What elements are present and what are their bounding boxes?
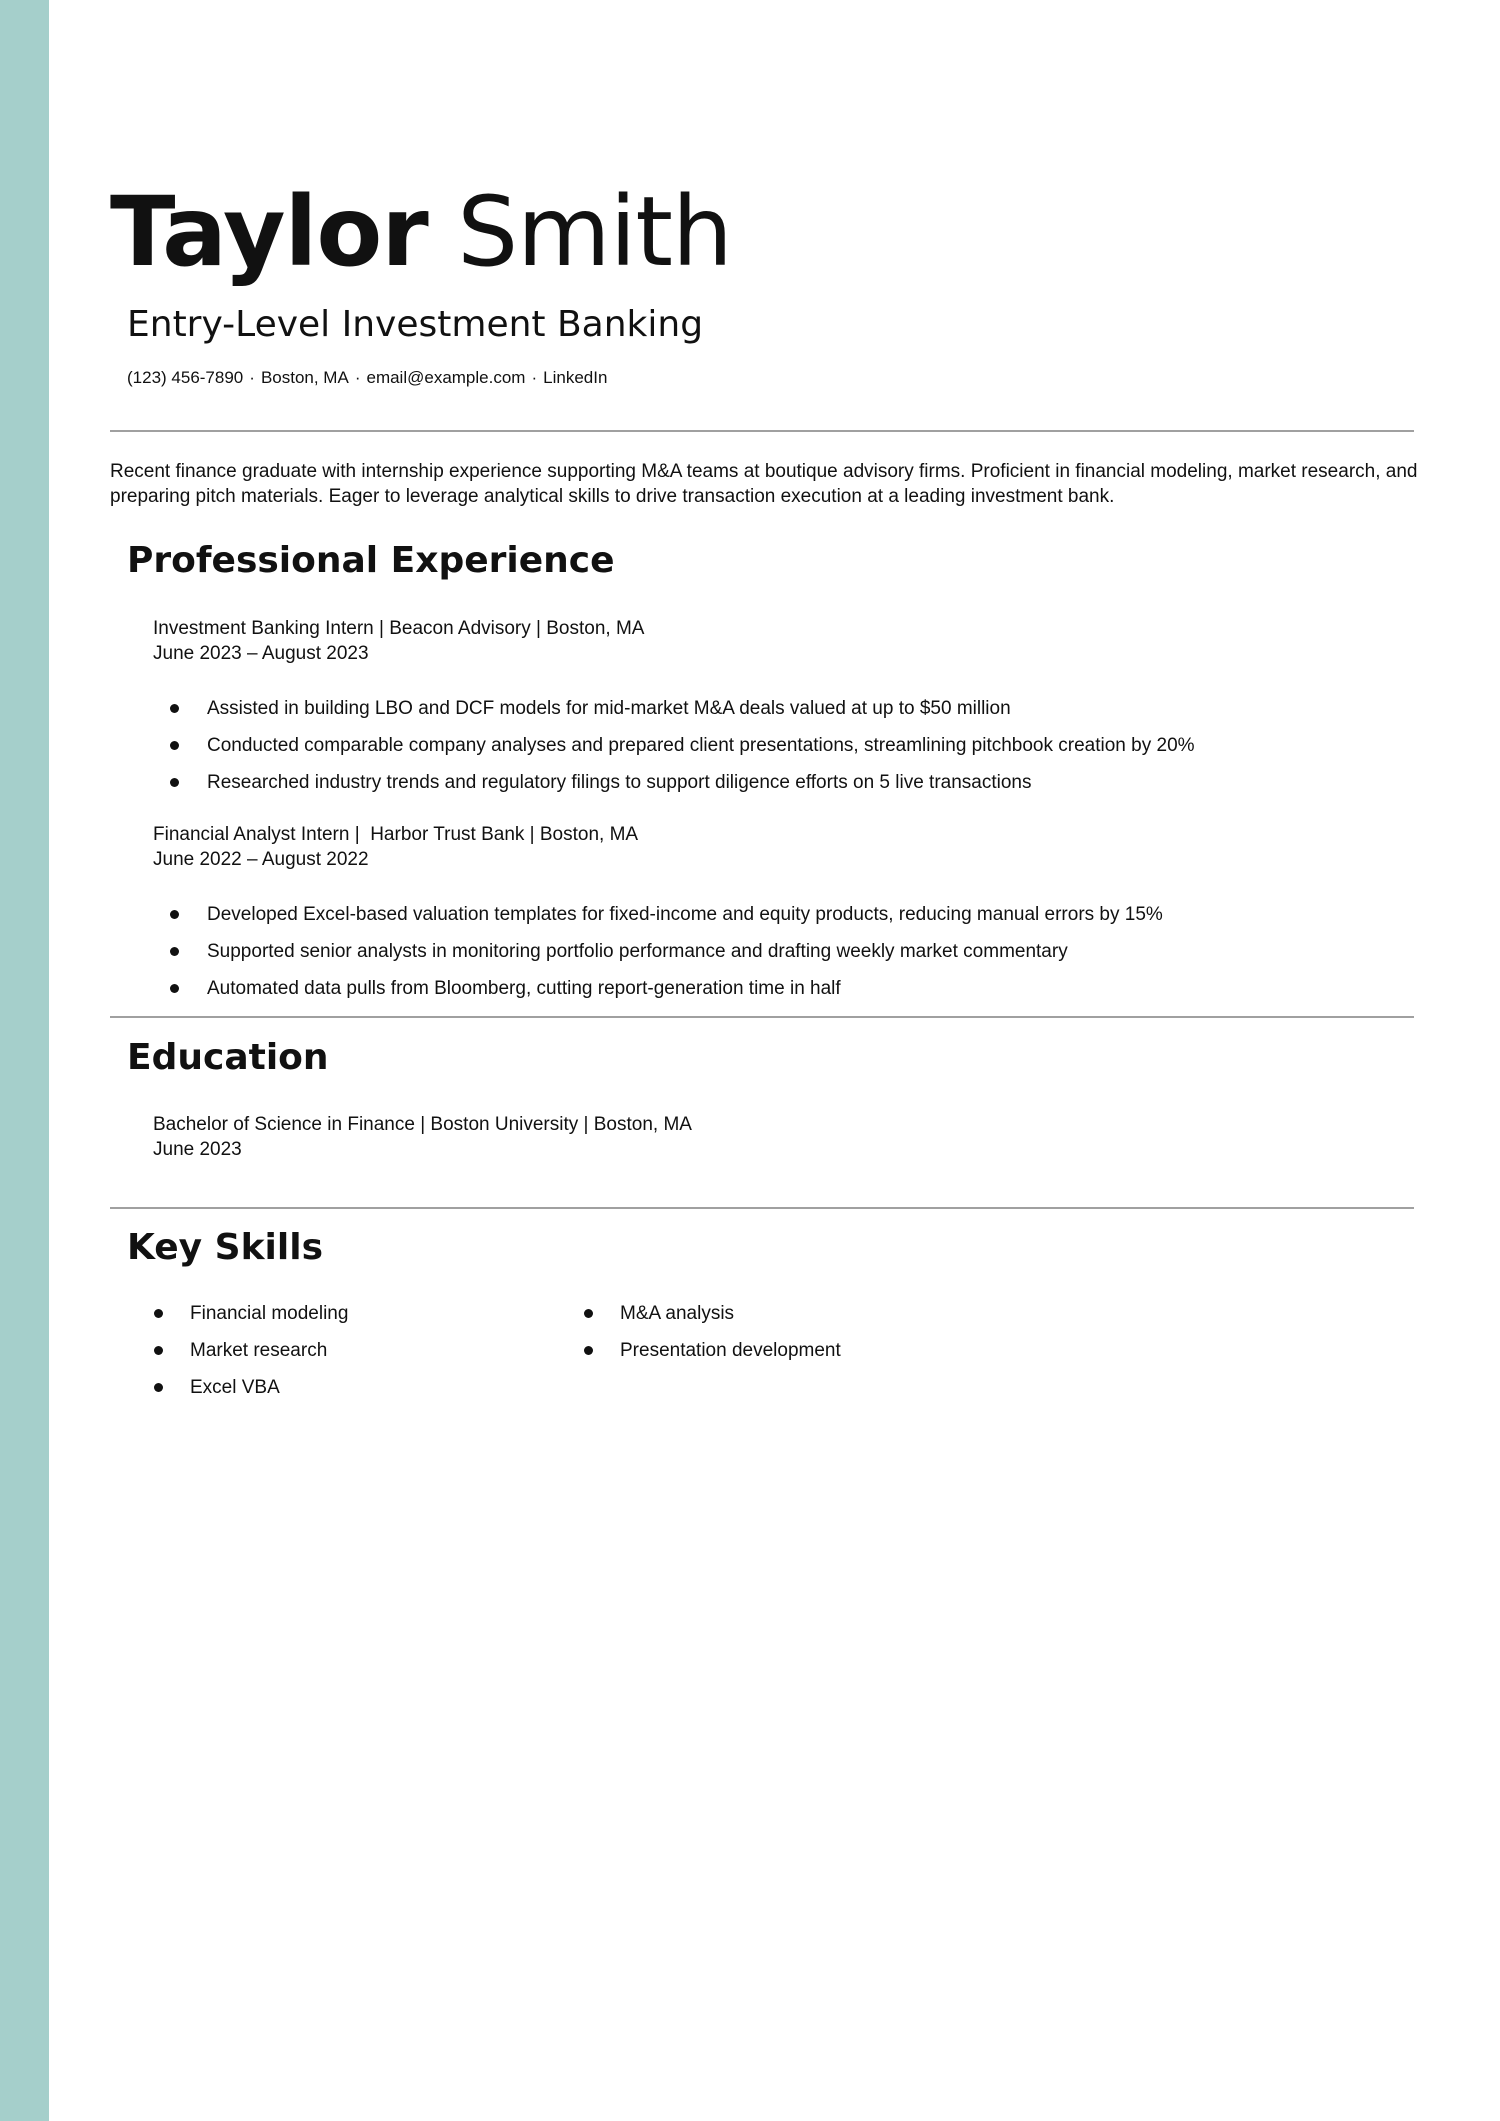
skill-item <box>583 1338 1013 1375</box>
section-divider <box>110 1207 1414 1209</box>
bullet-icon <box>170 984 179 993</box>
job-dates: June 2023 – August 2023 <box>153 643 369 664</box>
education-heading: Education <box>127 1037 329 1078</box>
header-divider <box>110 430 1414 432</box>
contact-email[interactable]: email@example.com <box>366 368 526 387</box>
list-item <box>153 770 1195 807</box>
list-item <box>153 733 1195 770</box>
contact-phone: (123) 456-7890 <box>127 368 244 387</box>
bullet-icon <box>154 1309 163 1318</box>
job-entry-header <box>153 616 644 666</box>
last-name: Smith <box>457 176 732 288</box>
bullet-icon <box>170 741 179 750</box>
list-item <box>153 939 1163 976</box>
degree-line: Bachelor of Science in Finance | Boston University | Boston, MA <box>153 1114 692 1135</box>
bullet-icon <box>154 1383 163 1392</box>
bullet-text: Assisted in building LBO and DCF models for mid-market M&A deals valued at up to $50 million <box>207 698 1011 719</box>
bullet-icon <box>170 947 179 956</box>
bullet-text: Conducted comparable company analyses and prepared client presentations, streamlining pitchbook creation by 20% <box>207 735 1195 756</box>
bullet-text: Supported senior analysts in monitoring portfolio performance and drafting weekly market commentary <box>207 941 1068 962</box>
job-dates: June 2022 – August 2022 <box>153 849 369 870</box>
list-item <box>153 902 1163 939</box>
bullet-text: Researched industry trends and regulatory filings to support diligence efforts on 5 live transactions <box>207 772 1032 793</box>
skill-item <box>583 1301 1013 1338</box>
skill-item <box>153 1375 583 1412</box>
job-bullet-list <box>153 696 1195 807</box>
first-name: Taylor <box>110 176 428 288</box>
skill-item <box>153 1301 583 1338</box>
section-divider <box>110 1016 1414 1018</box>
contact-separator: · <box>354 368 361 387</box>
skill-item <box>153 1338 583 1375</box>
job-bullet-list <box>153 902 1163 1013</box>
skill-text: Presentation development <box>620 1340 841 1361</box>
contact-separator: · <box>249 368 255 387</box>
skills-heading: Key Skills <box>127 1227 323 1268</box>
skill-text: Financial modeling <box>190 1303 349 1324</box>
graduation-date: June 2023 <box>153 1139 242 1160</box>
bullet-icon <box>584 1309 593 1318</box>
list-item <box>153 976 1163 1013</box>
candidate-name <box>110 172 732 292</box>
experience-heading: Professional Experience <box>127 540 615 581</box>
bullet-text: Developed Excel-based valuation templates for fixed-income and equity products, reducing manual errors by 15% <box>207 904 1163 925</box>
bullet-icon <box>170 704 179 713</box>
job-title-line: Financial Analyst Intern | Harbor Trust Bank | Boston, MA <box>153 824 639 845</box>
contact-line <box>127 366 607 390</box>
job-title: Entry-Level Investment Banking <box>127 304 704 345</box>
bullet-icon <box>154 1346 163 1355</box>
job-title-line: Investment Banking Intern | Beacon Advisory | Boston, MA <box>153 618 645 639</box>
skill-text: Excel VBA <box>190 1377 280 1398</box>
skills-grid <box>153 1301 1053 1412</box>
professional-summary: Recent finance graduate with internship experience supporting M&A teams at boutique advisory firms. Proficient in financial modeling, market research, and preparing pitch materials. Eager to leverage analytical skills to drive transaction execution at a leading investment bank. <box>110 461 1418 507</box>
bullet-text: Automated data pulls from Bloomberg, cutting report-generation time in half <box>207 978 841 999</box>
education-entry <box>153 1112 692 1162</box>
contact-separator: · <box>531 368 538 387</box>
list-item <box>153 696 1195 733</box>
job-entry-header <box>153 822 638 872</box>
contact-linkedin-link[interactable]: LinkedIn <box>543 368 608 387</box>
bullet-icon <box>170 778 179 787</box>
skill-text: M&A analysis <box>620 1303 735 1324</box>
skill-text: Market research <box>190 1340 328 1361</box>
bullet-icon <box>170 910 179 919</box>
bullet-icon <box>584 1346 593 1355</box>
contact-location: Boston, MA <box>260 368 349 387</box>
